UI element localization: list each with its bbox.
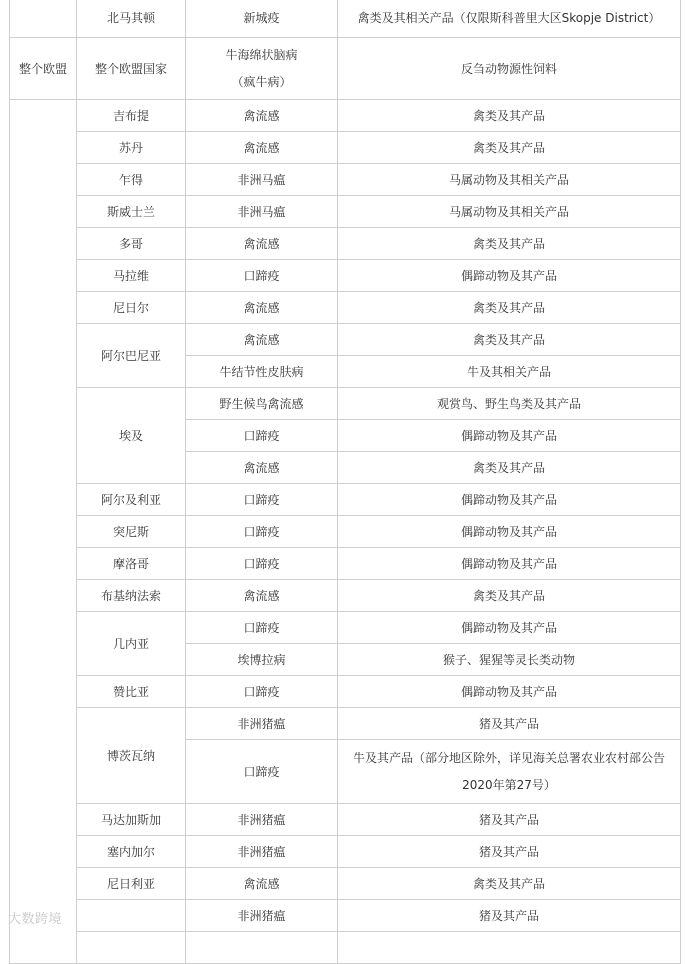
product-cell: 偶蹄动物及其产品 <box>338 484 681 516</box>
product-cell: 偶蹄动物及其产品 <box>338 548 681 580</box>
table-row <box>10 196 681 228</box>
table-row <box>10 516 681 548</box>
country-cell: 吉布提 <box>77 100 186 132</box>
country-cell: 多哥 <box>77 228 186 260</box>
disease-cell: 禽流感 <box>186 132 338 164</box>
country-cell: 塞内加尔 <box>77 836 186 868</box>
product-cell: 猪及其产品 <box>338 900 681 932</box>
product-cell: 猴子、猩猩等灵长类动物 <box>338 644 681 676</box>
product-cell: 反刍动物源性饲料 <box>338 38 681 100</box>
product-cell: 禽类及其产品 <box>338 132 681 164</box>
product-cell: 禽类及其产品 <box>338 580 681 612</box>
country-cell: 埃及 <box>77 388 186 484</box>
country-cell: 阿尔及利亚 <box>77 484 186 516</box>
disease-cell: 口蹄疫 <box>186 420 338 452</box>
disease-cell: 禽流感 <box>186 580 338 612</box>
product-cell: 猪及其产品 <box>338 804 681 836</box>
disease-cell: 口蹄疫 <box>186 516 338 548</box>
quarantine-table <box>9 0 681 964</box>
country-cell: 马拉维 <box>77 260 186 292</box>
product-cell <box>338 932 681 964</box>
table-row <box>10 708 681 740</box>
disease-cell: 口蹄疫 <box>186 484 338 516</box>
disease-cell: 非洲猪瘟 <box>186 900 338 932</box>
table-row <box>10 932 681 964</box>
table-row <box>10 38 681 100</box>
table-row <box>10 868 681 900</box>
disease-cell: 非洲马瘟 <box>186 164 338 196</box>
disease-cell: 非洲马瘟 <box>186 196 338 228</box>
disease-cell: 口蹄疫 <box>186 740 338 804</box>
country-cell: 突尼斯 <box>77 516 186 548</box>
product-cell: 观赏鸟、野生鸟类及其产品 <box>338 388 681 420</box>
region-cell <box>10 100 77 964</box>
disease-cell: 牛结节性皮肤病 <box>186 356 338 388</box>
product-cell: 禽类及其产品 <box>338 100 681 132</box>
disease-cell: 埃博拉病 <box>186 644 338 676</box>
disease-cell: 禽流感 <box>186 292 338 324</box>
country-cell: 赞比亚 <box>77 676 186 708</box>
country-cell: 北马其顿 <box>77 0 186 38</box>
table-row <box>10 292 681 324</box>
table-row <box>10 388 681 420</box>
disease-line: （疯牛病） <box>231 74 292 89</box>
country-cell: 布基纳法索 <box>77 580 186 612</box>
table-row <box>10 676 681 708</box>
disease-cell: 非洲猪瘟 <box>186 804 338 836</box>
country-cell: 苏丹 <box>77 132 186 164</box>
disease-cell: 禽流感 <box>186 868 338 900</box>
table-row <box>10 484 681 516</box>
table-row <box>10 132 681 164</box>
product-cell: 偶蹄动物及其产品 <box>338 516 681 548</box>
product-cell: 偶蹄动物及其产品 <box>338 260 681 292</box>
product-cell: 猪及其产品 <box>338 836 681 868</box>
country-cell: 尼日利亚 <box>77 868 186 900</box>
table-row <box>10 900 681 932</box>
disease-cell: 禽流感 <box>186 228 338 260</box>
table-row <box>10 260 681 292</box>
disease-cell <box>186 932 338 964</box>
product-cell: 禽类及其产品 <box>338 292 681 324</box>
country-cell: 阿尔巴尼亚 <box>77 324 186 388</box>
disease-cell: 野生候鸟禽流感 <box>186 388 338 420</box>
table-row <box>10 548 681 580</box>
disease-line: 牛海绵状脑病 <box>225 47 298 62</box>
disease-cell: 新城疫 <box>186 0 338 38</box>
watermark: 大数跨境 <box>8 912 63 927</box>
country-cell: 几内亚 <box>77 612 186 676</box>
country-cell: 斯威士兰 <box>77 196 186 228</box>
table-row <box>10 612 681 644</box>
country-cell: 摩洛哥 <box>77 548 186 580</box>
disease-cell: 禽流感 <box>186 324 338 356</box>
product-cell: 禽类及其产品 <box>338 868 681 900</box>
table-row <box>10 100 681 132</box>
disease-cell: 口蹄疫 <box>186 260 338 292</box>
country-cell: 尼日尔 <box>77 292 186 324</box>
product-cell: 偶蹄动物及其产品 <box>338 612 681 644</box>
region-cell: 整个欧盟 <box>10 38 77 100</box>
product-cell: 牛及其产品（部分地区除外，详见海关总署农业农村部公告2020年第27号） <box>338 740 681 804</box>
disease-cell <box>186 38 338 100</box>
country-cell <box>77 900 186 932</box>
product-cell: 禽类及其相关产品（仅限斯科普里大区Skopje District） <box>338 0 681 38</box>
disease-cell: 口蹄疫 <box>186 676 338 708</box>
country-cell: 整个欧盟国家 <box>77 38 186 100</box>
table-row <box>10 580 681 612</box>
product-cell: 猪及其产品 <box>338 708 681 740</box>
product-cell: 偶蹄动物及其产品 <box>338 420 681 452</box>
product-cell: 马属动物及其相关产品 <box>338 164 681 196</box>
table-row <box>10 804 681 836</box>
table-row <box>10 228 681 260</box>
product-cell: 偶蹄动物及其产品 <box>338 676 681 708</box>
product-cell: 禽类及其产品 <box>338 324 681 356</box>
table-row <box>10 324 681 356</box>
country-cell: 马达加斯加 <box>77 804 186 836</box>
disease-cell: 禽流感 <box>186 100 338 132</box>
table-row <box>10 164 681 196</box>
country-cell <box>77 932 186 964</box>
disease-cell: 非洲猪瘟 <box>186 836 338 868</box>
product-cell: 禽类及其产品 <box>338 228 681 260</box>
product-cell: 禽类及其产品 <box>338 452 681 484</box>
country-cell: 乍得 <box>77 164 186 196</box>
product-cell: 牛及其相关产品 <box>338 356 681 388</box>
disease-cell: 口蹄疫 <box>186 548 338 580</box>
disease-cell: 口蹄疫 <box>186 612 338 644</box>
table-row <box>10 0 681 38</box>
disease-cell: 非洲猪瘟 <box>186 708 338 740</box>
country-cell: 博茨瓦纳 <box>77 708 186 804</box>
disease-cell: 禽流感 <box>186 452 338 484</box>
region-cell <box>10 0 77 38</box>
product-cell: 马属动物及其相关产品 <box>338 196 681 228</box>
table-row <box>10 836 681 868</box>
